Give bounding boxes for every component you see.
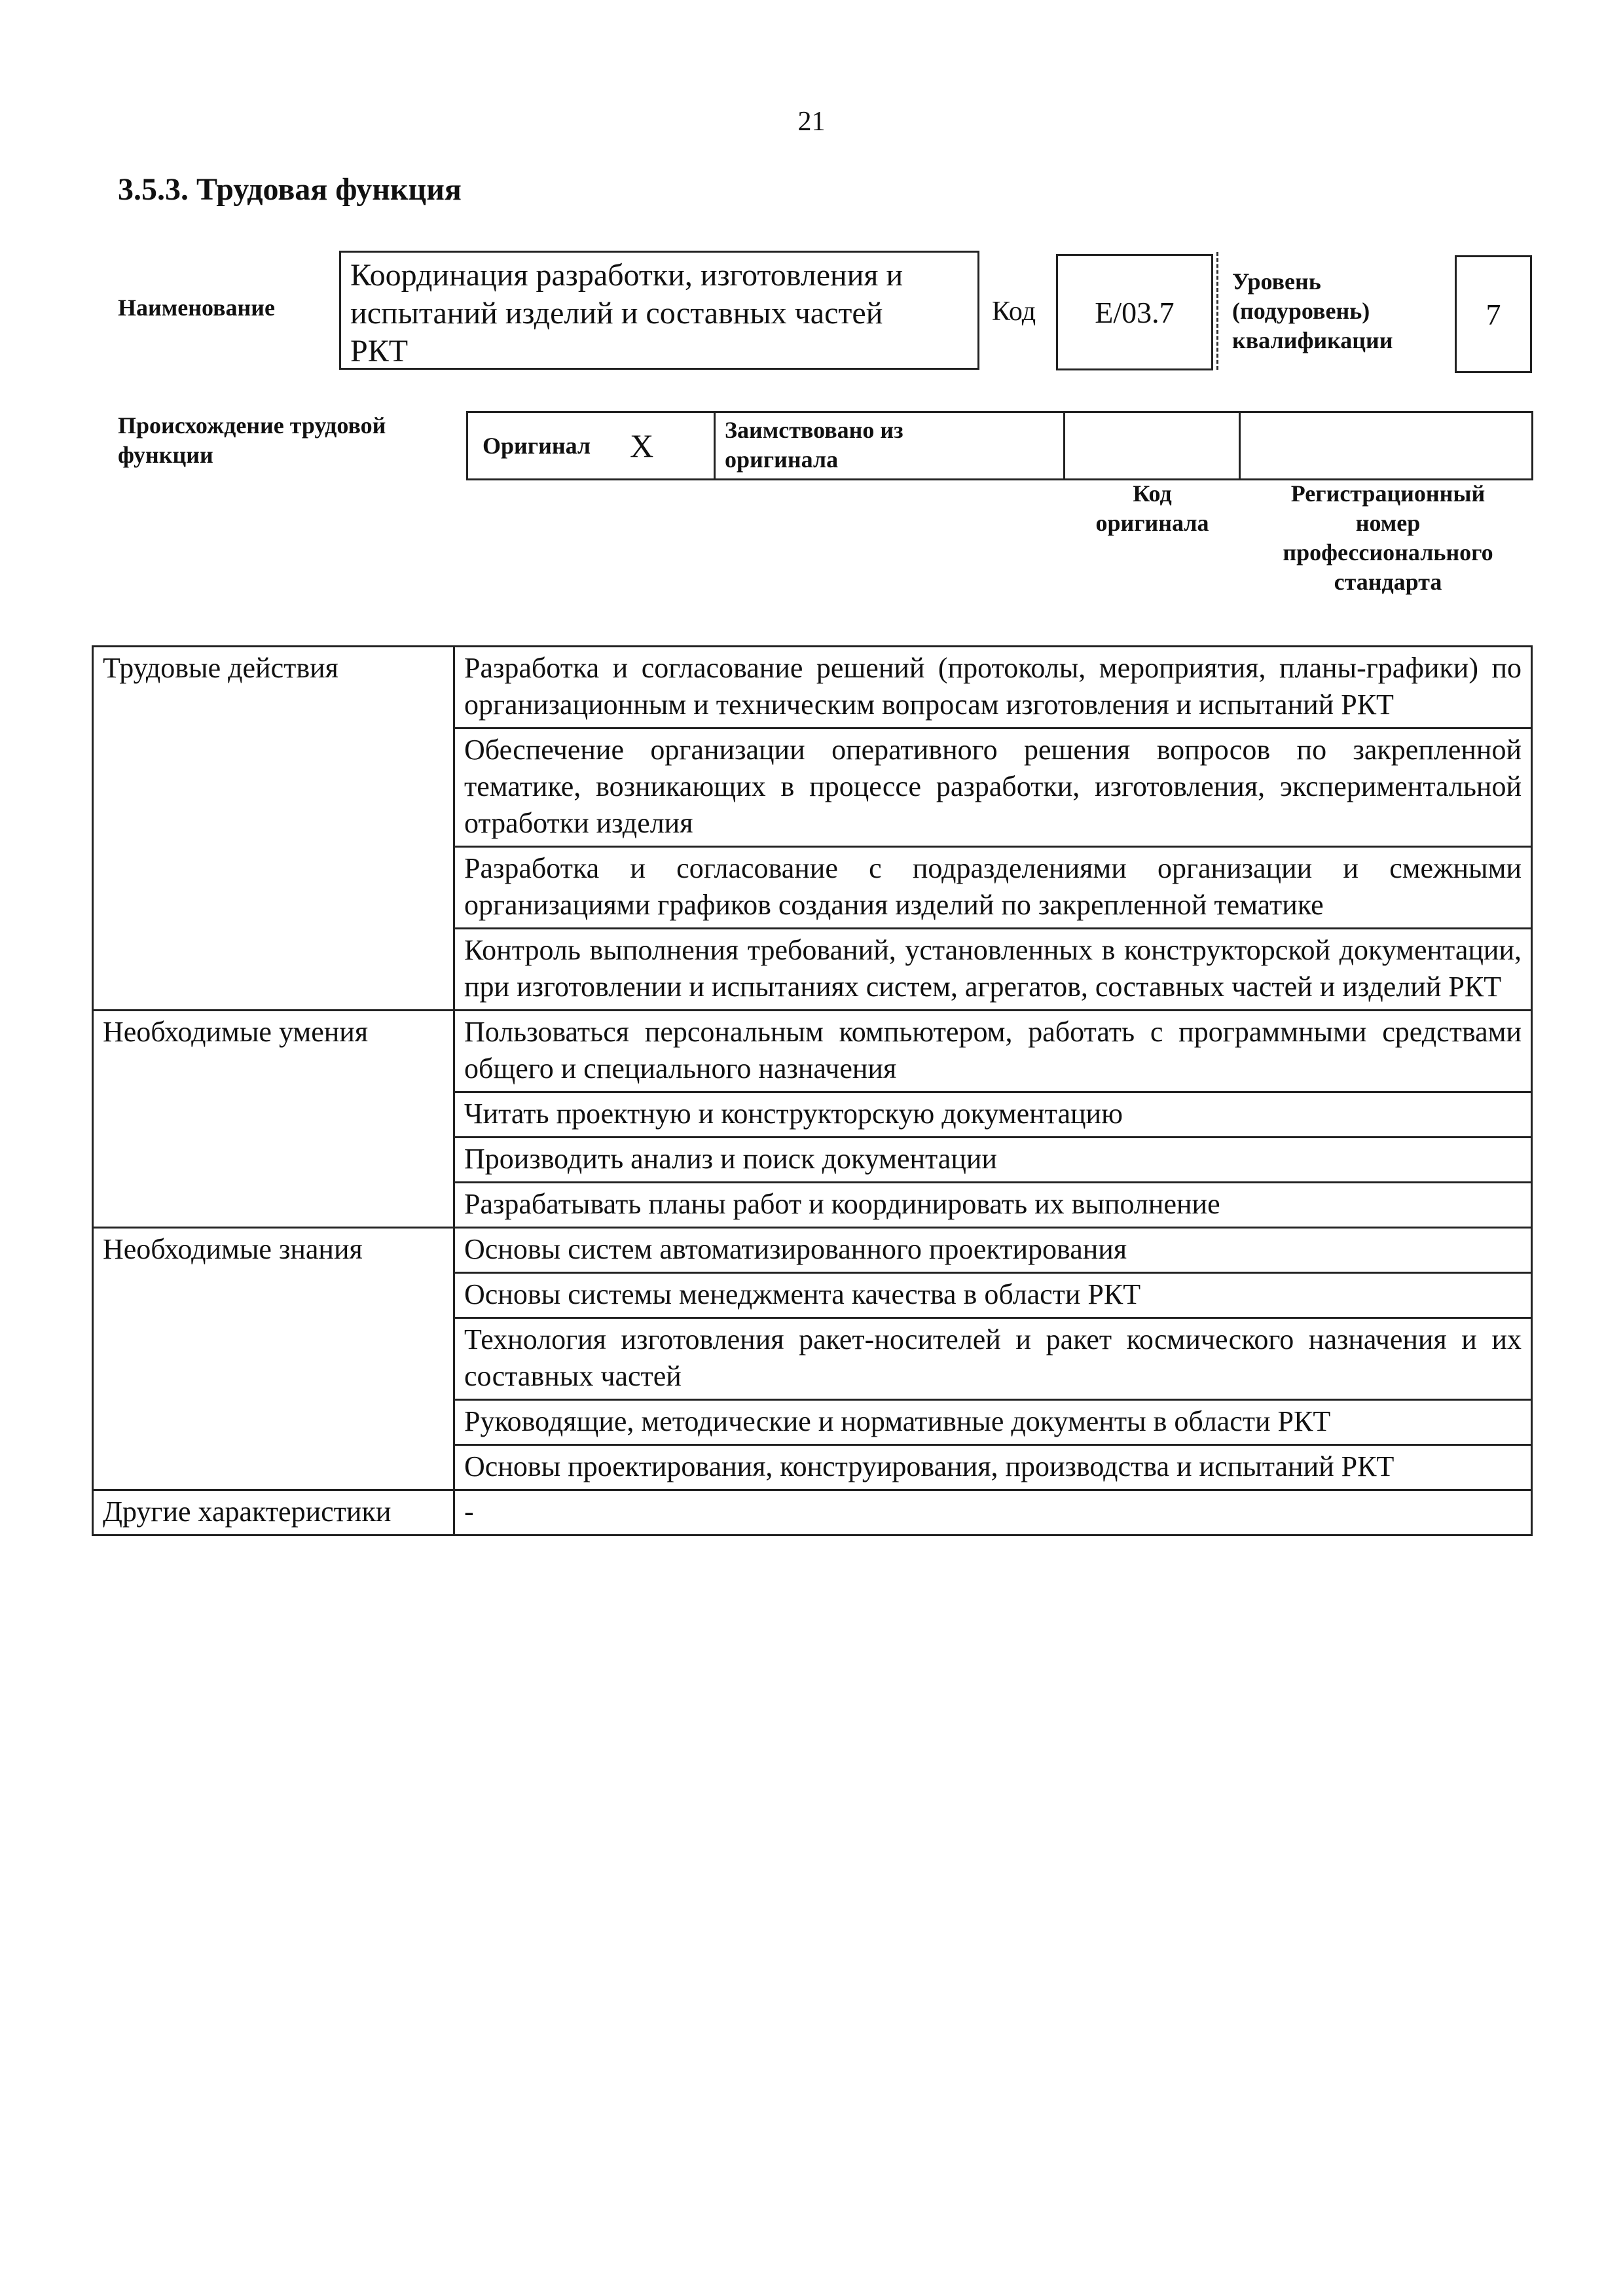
caption-line: Регистрационный <box>1290 480 1486 507</box>
skills-label: Необходимые умения <box>93 1011 454 1228</box>
origin-label-line: Происхождение трудовой <box>118 412 386 439</box>
caption-line: номер <box>1355 510 1421 536</box>
origin-code-cell <box>1065 413 1241 478</box>
skill-item: Пользоваться персональным компьютером, работать с программными средствами общего и специального назначения <box>454 1011 1532 1092</box>
original-code-caption <box>1067 479 1237 538</box>
caption-line: Код <box>1133 480 1172 507</box>
registration-number-caption <box>1244 479 1532 597</box>
qualification-level-box <box>1455 255 1532 373</box>
borrowed-label-line: Заимствовано из <box>725 417 903 443</box>
level-label-line: квалификации <box>1232 327 1393 353</box>
original-mark: X <box>630 427 654 464</box>
origin-label <box>118 411 386 470</box>
function-code-value: E/03.7 <box>1095 295 1175 329</box>
skill-item: Разрабатывать планы работ и координировать их выполнение <box>454 1183 1532 1228</box>
name-label: Наименование <box>118 295 275 321</box>
function-details-table <box>92 645 1533 1536</box>
section-title: 3.5.3. Трудовая функция <box>118 172 462 207</box>
origin-table <box>466 411 1533 480</box>
caption-line: оригинала <box>1095 510 1209 536</box>
labor-action-item: Разработка и согласование с подразделениями организации и смежными организациями графиков создания изделий по закрепленной тематике <box>454 847 1532 929</box>
function-name-line: Координация разработки, изготовления и <box>350 258 903 293</box>
code-label: Код <box>992 296 1036 327</box>
borrowed-label-line: оригинала <box>725 446 839 473</box>
table-row <box>93 647 1532 728</box>
table-row <box>93 1490 1532 1535</box>
caption-line: стандарта <box>1334 569 1442 595</box>
knowledge-item: Технология изготовления ракет-носителей и ракет космического назначения и их составных частей <box>454 1318 1532 1400</box>
knowledge-item: Основы систем автоматизированного проектирования <box>454 1228 1532 1273</box>
level-label-line: Уровень <box>1232 268 1321 295</box>
labor-action-item: Обеспечение организации оперативного решения вопросов по закрепленной тематике, возникающих в процессе разработки, изготовления, экспериментальной отработки изделия <box>454 728 1532 847</box>
dashed-separator <box>1216 252 1218 370</box>
origin-label-line: функции <box>118 442 213 468</box>
original-label: Оригинал <box>483 432 591 459</box>
skill-item: Читать проектную и конструкторскую документацию <box>454 1092 1532 1138</box>
function-name-line: испытаний изделий и составных частей <box>350 296 883 331</box>
knowledge-item: Основы проектирования, конструирования, производства и испытаний РКТ <box>454 1445 1532 1490</box>
qualification-level-value: 7 <box>1486 297 1501 331</box>
knowledge-item: Основы системы менеджмента качества в области РКТ <box>454 1273 1532 1318</box>
function-name-box <box>339 251 979 370</box>
level-label-line: (подуровень) <box>1232 298 1370 324</box>
caption-line: профессионального <box>1283 539 1493 565</box>
origin-original-cell <box>468 413 716 478</box>
other-characteristics-label: Другие характеристики <box>93 1490 454 1535</box>
other-characteristics-value: - <box>454 1490 1532 1535</box>
knowledge-item: Руководящие, методические и нормативные документы в области РКТ <box>454 1400 1532 1445</box>
knowledge-label: Необходимые знания <box>93 1228 454 1490</box>
function-code-box <box>1056 254 1213 370</box>
origin-borrowed-cell <box>716 413 1065 478</box>
qualification-level-label <box>1232 267 1393 355</box>
table-row <box>93 1228 1532 1273</box>
function-name-line: РКТ <box>350 334 409 368</box>
labor-action-item: Разработка и согласование решений (протоколы, мероприятия, планы-графики) по организационным и техническим вопросам изготовления и испытаний РКТ <box>454 647 1532 728</box>
origin-reg-number-cell <box>1241 413 1531 478</box>
labor-actions-label: Трудовые действия <box>93 647 454 1011</box>
page-number: 21 <box>797 107 826 137</box>
skill-item: Производить анализ и поиск документации <box>454 1138 1532 1183</box>
table-row <box>93 1011 1532 1092</box>
labor-action-item: Контроль выполнения требований, установленных в конструкторской документации, при изготовлении и испытаниях систем, агрегатов, составных частей и изделий РКТ <box>454 929 1532 1011</box>
